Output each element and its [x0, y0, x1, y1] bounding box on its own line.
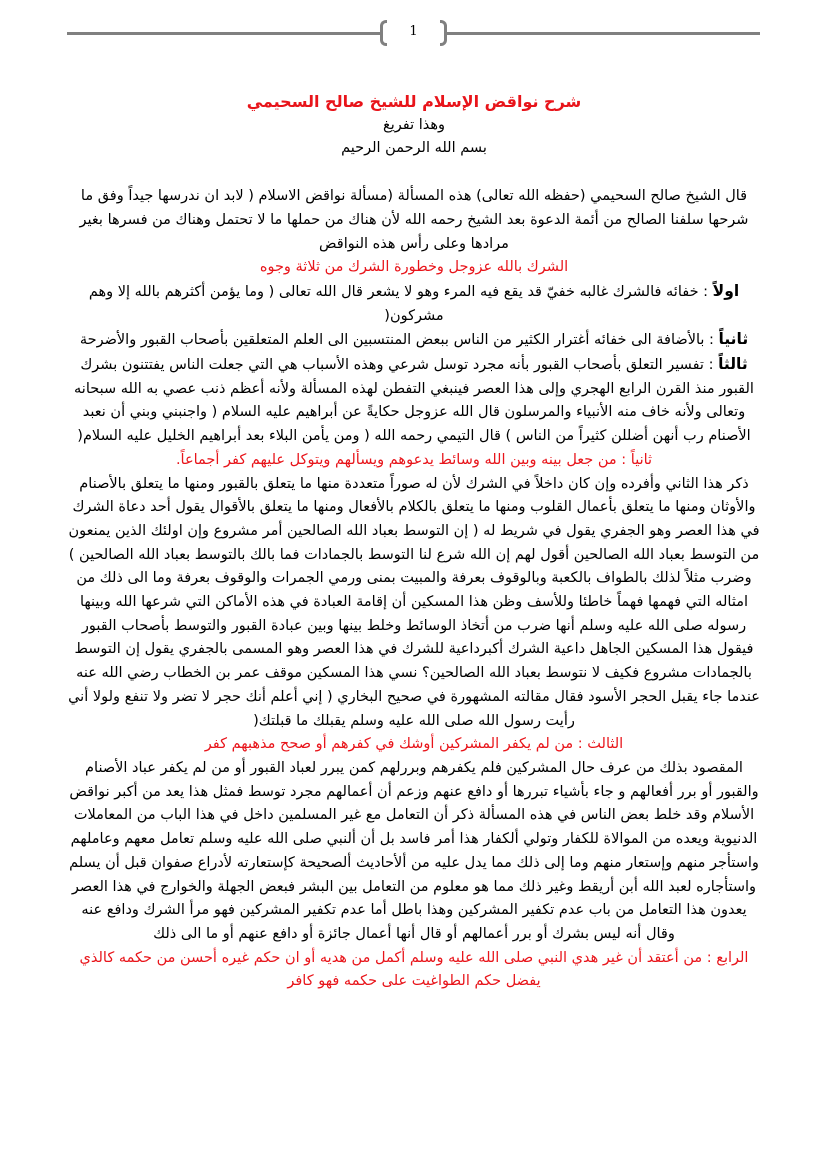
point-third	[66, 353, 762, 449]
page-header	[67, 18, 760, 48]
point-first	[66, 280, 762, 328]
point-lead: اولاً	[712, 281, 740, 300]
basmala: بسم الله الرحمن الرحيم	[341, 140, 487, 157]
point-lead: ثانياً	[718, 330, 749, 349]
header-rule-left	[67, 32, 380, 35]
spacer	[66, 161, 762, 185]
section-heading-shirk: الشرك بالله عزوجل وخطورة الشرك من ثلاثة وجوه	[259, 259, 569, 276]
page-number-bracket-left	[380, 20, 387, 46]
point-text: : خفائه فالشرك غالبه خفيّ قد يقع فيه المرء وهو لا يشعر قال الله تعالى ( وما يؤمن أكثرهم بالله إلا وهم مشركون(	[88, 283, 713, 324]
page-number: 1	[409, 24, 418, 39]
document-body	[66, 90, 762, 994]
document-title: شرح نواقض الإسلام للشيخ صالح السحيمي	[246, 92, 582, 111]
section-heading-third: الثالث : من لم يكفر المشركين أوشك في كفرهم أو صحح مذهبهم كفر	[204, 736, 624, 753]
point-text: : تفسير التعلق بأصحاب القبور بأنه مجرد توسل شرعي وهذه الأسباب هي التي جعلت الناس يفتتنون بشرك القبور منذ القرن الرابع الهجري وإلى هذا العصر فينبغي التفطن لهذه المسألة ولأنه أعظم ذنب عصي به الله سبحانه وتعالى ولأنه خاف منه الأنبياء والمرسلون قال الله عزوجل حكايةً عن أبراهيم عليه السلام ( واجنبني وبني أن نعبد الأصنام رب أنهن أضللن كثيراً من الناس ) قال التيمي رحمه الله ( ومن يأمن البلاء بعد أبراهيم الخليل عليه السلام(	[74, 357, 754, 445]
point-text: : بالأضافة الى خفائه أغترار الكثير من الناس ببعض المنتسبين الى العلم المتعلقين بأصحاب القبور والأضرحة	[79, 332, 719, 349]
intro-paragraph: قال الشيخ صالح السحيمي (حفظه الله تعالى) هذه المسألة (مسألة نواقض الاسلام ( لابد ان ندرسها جيداً وفق ما شرحها سلفنا الصالح من أئمة الدعوة بعد الشيخ رحمه الله لأن هناك من حملها ما لا تحتمل وهناك من فسرها بغير مرادها وعلى رأس هذه النواقض	[79, 188, 749, 252]
paragraph-third: المقصود بذلك من عرف حال المشركين فلم يكفرهم وبررلهم كمن يبرر لعباد القبور أو من لم يكفر عباد الأصنام والقبور أو برر أفعالهم و جاء بأشياء تبررها أو دافع عنهم وزعم أن أعمالهم مجرد توسط فمثل هذا يعد من أكبر نواقض الأسلام وقد خلط بعض الناس في هذه المسألة ذكر أن التعامل مع غير المسلمين داخل في هذا الباب من المعاملات الدنيوية ويعده من الموالاة للكفار وتولي ألكفار هذا أمر فاسد بل أن ألنبي صلى الله عليه وسلم تعامل معهم وعاملهم واستأجر منهم وإستعار منهم وما إلى ذلك مما يدل عليه من ألأحاديث ألصحيحة كإستعارته لأدراع صفوان قبل أن يسلم واستأجاره لعبد الله أبن أريقط وغير ذلك مما هو معلوم من التعامل بين البشر فبعض الجهلة والخوارج في هذا العصر يعدون هذا التعامل من باب عدم تكفير المشركين وهذا باطل أما عدم تكفير المشركين فهو مرأ الشرك ودافع عنه وقال أنه ليس بشرك أو برر أعمالهم أو قال أنها أعمال جائزة أو دافع عنهم أو ما الى ذلك	[69, 759, 759, 942]
header-rule-right	[447, 32, 760, 35]
page-number-bracket-right	[440, 20, 447, 46]
paragraph-second: ذكر هذا الثاني وأفرده وإن كان داخلاً في الشرك لأن له صوراً متعددة منها ما يتعلق بالقبور ومنها ما يتعلق بالأصنام والأوثان ومنها ما يتعلق بأعمال القلوب ومنها ما يتعلق بالكلام بالأفعال ومنها ما يتعلق بالأقوال يقول أحد دعاة الشرك في هذا العصر وهو الجفري يقول في شريط له ( إن التوسط بعباد الله الصالحين أمر مشروع وإن اولئك الذين يمنعون من التوسط بعباد الله الصالحين أقول لهم إن الله شرع لنا التوسط بالجمادات فما بالك بالتوسط بعباد الله الصالحين ) وضرب مثلاً لذلك بالطواف بالكعبة وبالوقوف بعرفة والمبيت بمنى ورمي الجمرات والوقوف بعرفة وما الى ذلك من امثاله التي فهمها فهماً خاطئا وللأسف وظن هذا المسكين أن إقامة العبادة في هذه الأماكن التي شرعها الله وبينها رسوله صلى الله عليه وسلم أنها ضرب من أتخاذ الوسائط وخلط بينها وبين عبادة القبور والتوسط بأصحاب القبور فيقول هذا المسكين الجاهل داعية الشرك أكبرداعية للشرك في هذا العصر وهو المسمى بالجفري يقول إن التوسط بالجمادات مشروع فكيف لا نتوسط بعباد الله الصالحين؟ نسي هذا المسكين موقف عمر بن الخطاب رضي الله عنه عندما جاء يقبل الحجر الأسود فقال مقالته المشهورة في صحيح البخاري ( إني أعلم أنك حجر لا تضر ولا تنفع ولولا أني رأيت رسول الله صلى الله عليه وسلم يقبلك ما قبلتك(	[68, 475, 760, 729]
point-second	[66, 328, 762, 353]
point-lead: ثالثاً	[718, 355, 748, 374]
document-subtitle: وهذا تفريغ	[382, 116, 446, 133]
section-heading-fourth: الرابع : من أعتقد أن غير هدي النبي صلى الله عليه وسلم أكمل من هديه أو ان حكم غيره أحسن من حكمه كالذي يفضل حكم الطواغيت على حكمه فهو كافر	[79, 949, 749, 990]
section-heading-second: ثانياً : من جعل بينه وبين الله وسائط يدعوهم ويسألهم ويتوكل عليهم كفر أجماعاً.	[175, 451, 653, 468]
